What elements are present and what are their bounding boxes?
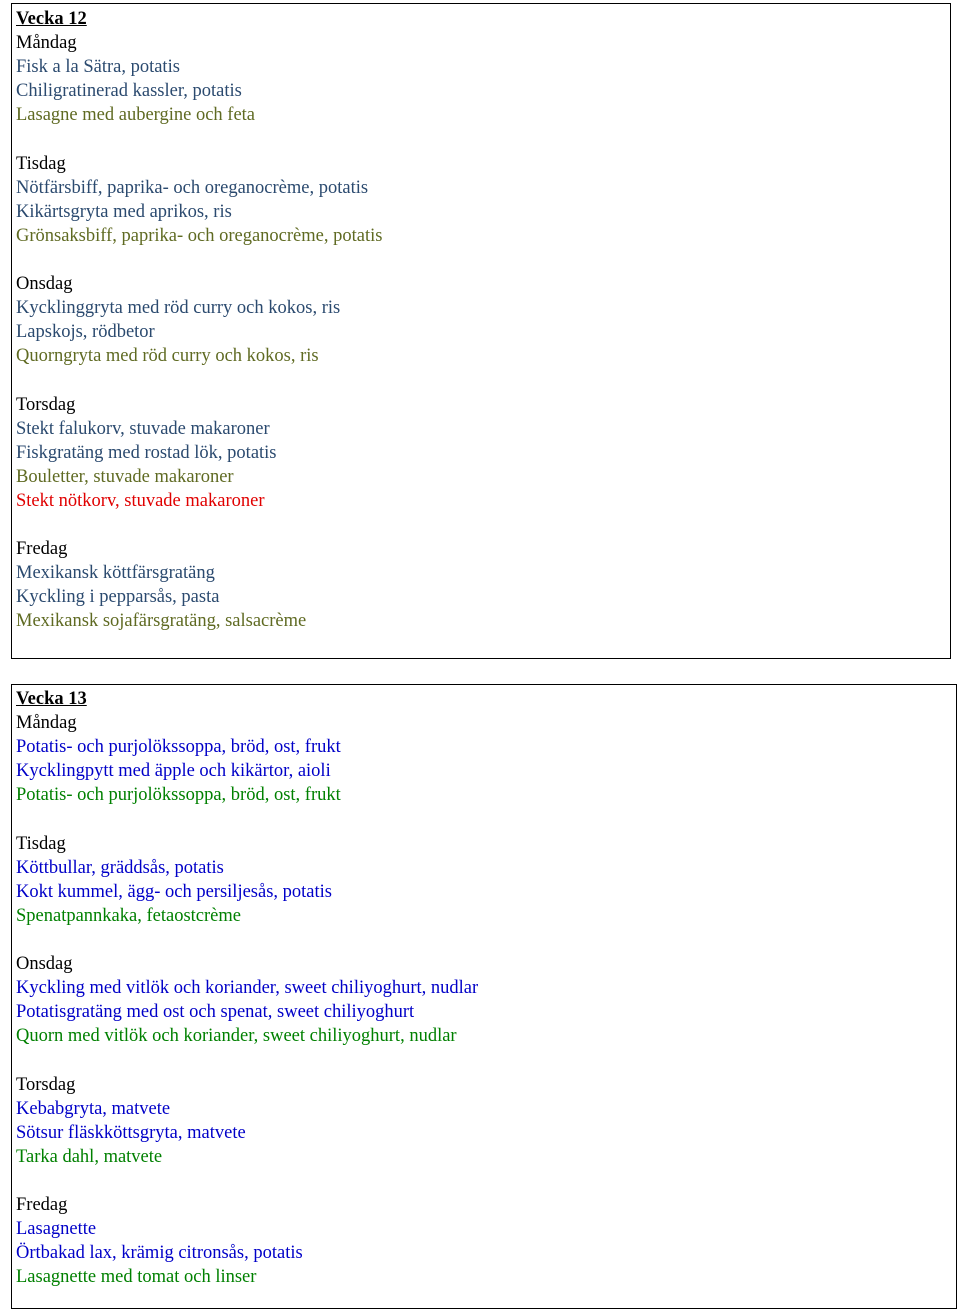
dish: Potatis- och purjolökssoppa, bröd, ost, frukt <box>16 737 341 758</box>
dish: Chiligratinerad kassler, potatis <box>16 81 242 102</box>
dish: Kikärtsgryta med aprikos, ris <box>16 201 232 222</box>
day-friday <box>16 1193 956 1289</box>
day-wednesday <box>16 272 950 368</box>
dish: Lapskojs, rödbetor <box>16 322 155 343</box>
dish: Lasagnette <box>16 1219 97 1240</box>
day-friday <box>16 537 950 633</box>
dish: Fisk a la Sätra, potatis <box>16 57 180 78</box>
week-13-menu <box>11 684 957 1309</box>
day-label: Fredag <box>16 539 68 560</box>
day-label: Onsdag <box>16 954 73 975</box>
day-tuesday <box>16 152 950 248</box>
dish-vegetarian: Bouletter, stuvade makaroner <box>16 466 234 487</box>
dish: Stekt falukorv, stuvade makaroner <box>16 418 270 439</box>
dish: Mexikansk köttfärsgratäng <box>16 563 215 584</box>
week-12-menu <box>11 3 951 659</box>
dish: Potatisgratäng med ost och spenat, sweet chiliyoghurt <box>16 1002 415 1023</box>
dish: Kycklingpytt med äpple och kikärtor, aioli <box>16 761 331 782</box>
dish: Kokt kummel, ägg- och persiljesås, potatis <box>16 881 332 902</box>
dish-vegetarian: Quorngryta med röd curry och kokos, ris <box>16 346 319 367</box>
day-monday <box>16 31 950 127</box>
dish-vegetarian: Lasagne med aubergine och feta <box>16 105 256 126</box>
dish: Sötsur fläskköttsgryta, matvete <box>16 1122 246 1143</box>
dish-vegetarian: Grönsaksbiff, paprika- och oreganocrème, potatis <box>16 225 383 246</box>
dish: Kyckling i pepparsås, pasta <box>16 587 220 608</box>
day-wednesday <box>16 952 956 1048</box>
dish: Nötfärsbiff, paprika- och oreganocrème, potatis <box>16 177 369 198</box>
dish-vegetarian: Lasagnette med tomat och linser <box>16 1267 257 1288</box>
dish-vegetarian: Mexikansk sojafärsgratäng, salsacrème <box>16 611 307 632</box>
day-label: Torsdag <box>16 1074 76 1095</box>
day-monday <box>16 711 956 807</box>
dish-extra: Stekt nötkorv, stuvade makaroner <box>16 490 265 511</box>
dish-vegetarian: Quorn med vitlök och koriander, sweet chiliyoghurt, nudlar <box>16 1026 457 1047</box>
dish-vegetarian: Spenatpannkaka, fetaostcrème <box>16 905 241 926</box>
dish-vegetarian: Potatis- och purjolökssoppa, bröd, ost, frukt <box>16 785 341 806</box>
day-label: Onsdag <box>16 274 73 295</box>
week-title: Vecka 13 <box>16 689 87 709</box>
day-tuesday <box>16 832 956 928</box>
day-label: Måndag <box>16 713 77 734</box>
day-thursday <box>16 393 950 513</box>
week-title: Vecka 12 <box>16 9 87 29</box>
day-label: Torsdag <box>16 394 76 415</box>
dish: Kebabgryta, matvete <box>16 1098 171 1119</box>
dish-vegetarian: Tarka dahl, matvete <box>16 1146 163 1167</box>
day-label: Tisdag <box>16 833 66 854</box>
dish: Örtbakad lax, krämig citronsås, potatis <box>16 1243 303 1264</box>
dish: Kyckling med vitlök och koriander, sweet chiliyoghurt, nudlar <box>16 978 479 999</box>
day-label: Tisdag <box>16 153 66 174</box>
day-thursday <box>16 1073 956 1169</box>
dish: Köttbullar, gräddsås, potatis <box>16 857 224 878</box>
dish: Fiskgratäng med rostad lök, potatis <box>16 442 277 463</box>
dish: Kycklinggryta med röd curry och kokos, ris <box>16 298 341 319</box>
day-label: Måndag <box>16 33 77 54</box>
day-label: Fredag <box>16 1194 68 1215</box>
